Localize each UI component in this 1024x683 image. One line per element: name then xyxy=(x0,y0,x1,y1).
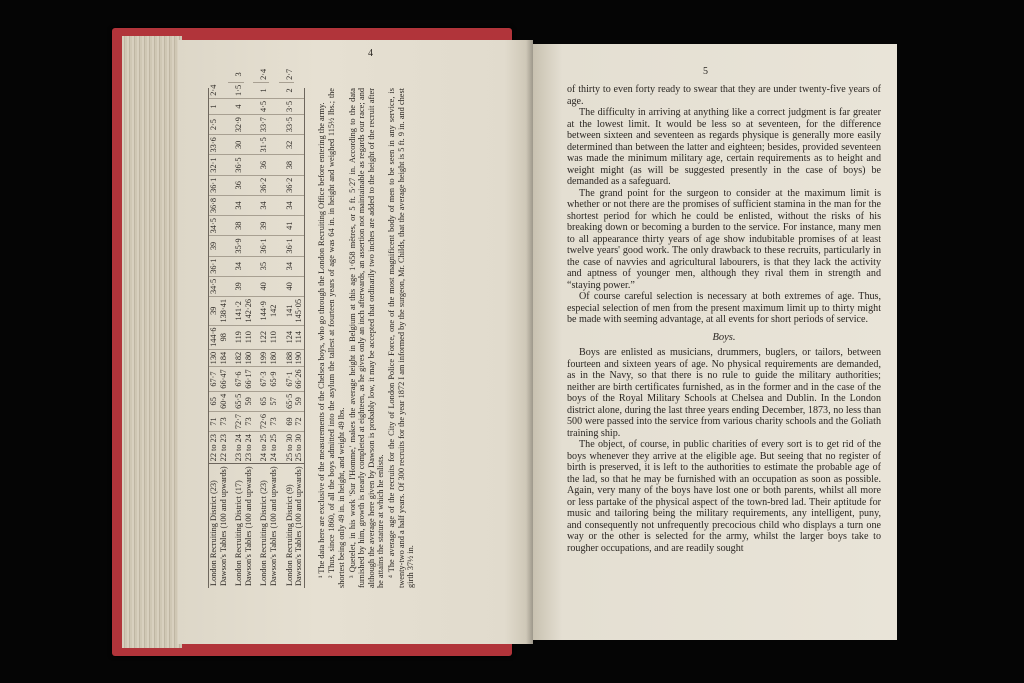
right-page xyxy=(533,44,897,640)
table-cell xyxy=(269,276,279,296)
table-cell xyxy=(294,195,304,215)
table-cell xyxy=(244,175,254,195)
table-cell: 40 xyxy=(279,276,295,296)
table-cell xyxy=(219,155,229,175)
table-cell xyxy=(219,175,229,195)
rotated-table-block xyxy=(208,68,468,588)
page-edges xyxy=(122,36,182,648)
table-cell: 141·2 xyxy=(228,297,244,326)
table-cell xyxy=(269,135,279,155)
table-cell: 67·1 xyxy=(279,367,295,391)
table-cell: 36·1 xyxy=(209,175,219,195)
table-cell: 39 xyxy=(209,297,219,326)
paragraph: The grand point for the surgeon to consider at the maximum limit is whether or not there are the promises of sufficient stamina in the man for the shortest period for which he could be enlisted, without the risks of his breaking down or becoming a burden to the service. For instance, many men to all appearance thirty years of age show indubitable promises of at least twelve years' good work. The only drawback to these recruits, particularly in the case of navvies and agricultural labourers, is that they lack the activity and aptness of younger men, although they rival them in strength and “staying power.” xyxy=(567,187,881,291)
table-cell xyxy=(294,135,304,155)
table-cell xyxy=(219,216,229,236)
table-cell xyxy=(294,276,304,296)
table-cell: 36·2 xyxy=(279,175,295,195)
footnote: ³ Quetelet, in his work 'Sur l'Homme,' makes the average height in Belgium at this age 1·658 mètres, or 5 ft. 5·27 in. According to the data furnished by him, growth is nearly completed at eighteen, as he gives only an inch afterwards, an assertion not maintainable as regards our race; and although the average here given by Dawson is probably low, it may be accepted that ordinarily two inches are added to the height of the recruit after he attains the stature at which he enlists. xyxy=(347,88,386,588)
table-cell xyxy=(294,115,304,135)
table-cell xyxy=(219,98,229,114)
table-cell: 2·4 xyxy=(253,67,269,83)
table-cell: 25 to 30 xyxy=(279,432,295,464)
table-cell: 3·5 xyxy=(279,98,295,114)
table-cell: 4·5 xyxy=(253,98,269,114)
table-cell: 182 xyxy=(228,349,244,366)
table-cell: 23 to 24 xyxy=(244,432,254,464)
table-cell: 22 to 23 xyxy=(209,432,219,464)
table-cell: 36 xyxy=(253,155,269,175)
table-cell: 36·1 xyxy=(253,236,269,256)
table-cell xyxy=(294,216,304,236)
table-cell xyxy=(244,195,254,215)
table-cell: 34 xyxy=(228,195,244,215)
table-cell: 65·9 xyxy=(269,367,279,391)
table-cell: 1 xyxy=(253,82,269,98)
measurement-table xyxy=(209,67,304,588)
table-row xyxy=(279,67,295,588)
table-row-label: Dawson's Tables (100 and upwards) xyxy=(244,464,254,588)
table-cell: 65 xyxy=(209,391,219,411)
left-page xyxy=(178,40,533,644)
table-cell: 59 xyxy=(294,391,304,411)
table-cell xyxy=(269,175,279,195)
table-cell: 65·5 xyxy=(279,391,295,411)
table-cell: 114 xyxy=(294,325,304,349)
table-cell: 39 xyxy=(228,276,244,296)
table-cell xyxy=(269,98,279,114)
page-number-right: 5 xyxy=(703,66,708,77)
table-cell xyxy=(244,135,254,155)
table-cell: 34 xyxy=(279,256,295,276)
table-cell xyxy=(294,256,304,276)
table-cell: 36 xyxy=(228,175,244,195)
table-cell: 30 xyxy=(228,135,244,155)
table-cell: 110 xyxy=(269,325,279,349)
table-cell xyxy=(219,195,229,215)
table-cell xyxy=(269,155,279,175)
table-cell: 2·5 xyxy=(209,115,219,135)
table-cell: 36·1 xyxy=(209,256,219,276)
table-cell: 2·7 xyxy=(279,67,295,83)
table-cell: 69 xyxy=(279,411,295,431)
footnote: ² Thus, since 1860, of all the boys admitted into the asylum the tallest at fourteen years of age was 64 in. in height and weighed 115½ lbs.; the shortest being only 49 in. in height, and weight 49 lbs. xyxy=(327,88,346,588)
table-cell: 188 xyxy=(279,349,295,366)
table-cell: 119 xyxy=(228,325,244,349)
table-cell: 3 xyxy=(228,67,244,83)
table-cell: 190 xyxy=(294,349,304,366)
table-cell xyxy=(244,115,254,135)
table-cell: 1·5 xyxy=(228,82,244,98)
table-cell xyxy=(269,195,279,215)
body-text xyxy=(567,84,881,554)
table-row xyxy=(244,67,254,588)
table-cell: 35·9 xyxy=(228,236,244,256)
table-cell: 23 to 24 xyxy=(228,432,244,464)
table-row-label: London Recruiting District (17) xyxy=(228,464,244,588)
table-cell: 24 to 25 xyxy=(269,432,279,464)
table-cell: 130 xyxy=(209,349,219,366)
table-cell xyxy=(219,82,229,98)
table-cell xyxy=(219,135,229,155)
table-cell: 31·5 xyxy=(253,135,269,155)
table-row-label: Dawson's Tables (100 and upwards) xyxy=(219,464,229,588)
table-cell: 34·5 xyxy=(209,216,219,236)
table-cell: 180 xyxy=(244,349,254,366)
paragraph: Of course careful selection is necessary at both extremes of age. Thus, especial selection of men from the present maximum limit up to thirty might be made with seeming advantage, at all events for short periods of service. xyxy=(567,291,881,325)
table-row-label: Dawson's Tables (100 and upwards) xyxy=(294,464,304,588)
table-cell xyxy=(294,236,304,256)
table-row xyxy=(269,67,279,588)
table-cell xyxy=(244,256,254,276)
table-cell: 67·6 xyxy=(228,367,244,391)
table-cell: 60·4 xyxy=(219,391,229,411)
page-number-left: 4 xyxy=(368,48,373,59)
table-row xyxy=(294,67,304,588)
table-cell: 184 xyxy=(219,349,229,366)
table-cell: 142·26 xyxy=(244,297,254,326)
table-cell: 122 xyxy=(253,325,269,349)
table-row-label: London Recruiting District (23) xyxy=(209,464,219,588)
table-cell: 25 to 30 xyxy=(294,432,304,464)
table-cell: 2·4 xyxy=(209,82,219,98)
table-cell: 73 xyxy=(269,411,279,431)
table-cell: 73 xyxy=(219,411,229,431)
table-cell: 4 xyxy=(228,98,244,114)
table-cell: 34 xyxy=(253,195,269,215)
table-cell: 144·6 xyxy=(209,325,219,349)
table-cell xyxy=(219,276,229,296)
table-row xyxy=(253,67,269,588)
table-cell: 39 xyxy=(209,236,219,256)
table-cell: 36·2 xyxy=(253,175,269,195)
table-cell: 2 xyxy=(279,82,295,98)
section-heading: Boys. xyxy=(712,331,736,343)
table-row xyxy=(209,67,219,588)
table-cell xyxy=(244,276,254,296)
table-cell: 38 xyxy=(228,216,244,236)
table-cell: 138·41 xyxy=(219,297,229,326)
table-cell: 57 xyxy=(269,391,279,411)
table-cell: 40 xyxy=(253,276,269,296)
table-cell: 32·9 xyxy=(228,115,244,135)
table-cell: 180 xyxy=(269,349,279,366)
table-cell xyxy=(244,82,254,98)
table-cell: 36·1 xyxy=(279,236,295,256)
table-cell xyxy=(219,115,229,135)
table-cell: 145·05 xyxy=(294,297,304,326)
table-cell: 72 xyxy=(294,411,304,431)
table-cell xyxy=(244,98,254,114)
footnote: ⁴ The average age of the recruits for the City of London Police Force, one of the most magnificent body of men to be seen in any service, is twenty-two and a half years. Of 300 recruits for the year 1872 I am informed by the surgeon, Mr. Childs, that the average height is 5 ft. 9 in. and chest girth 37½ in. xyxy=(386,88,416,588)
table-cell: 1 xyxy=(209,98,219,114)
table-cell: 33·7 xyxy=(253,115,269,135)
table-cell: 59 xyxy=(244,391,254,411)
table-cell xyxy=(294,175,304,195)
table-cell: 41 xyxy=(279,216,295,236)
table-row-label: Dawson's Tables (100 and upwards) xyxy=(269,464,279,588)
table-row-label: London Recruiting District (23) xyxy=(253,464,269,588)
table-cell: 142 xyxy=(269,297,279,326)
table-cell: 34 xyxy=(279,195,295,215)
table-row xyxy=(228,67,244,588)
table-cell xyxy=(244,236,254,256)
table-cell: 65·5 xyxy=(228,391,244,411)
table-cell xyxy=(269,115,279,135)
table-cell: 124 xyxy=(279,325,295,349)
table-cell: 66·17 xyxy=(244,367,254,391)
measurement-table-wrapper xyxy=(208,68,305,588)
table-cell xyxy=(269,256,279,276)
table-cell: 67·7 xyxy=(209,367,219,391)
table-cell: 24 to 25 xyxy=(253,432,269,464)
table-cell: 71 xyxy=(209,411,219,431)
table-cell xyxy=(294,155,304,175)
table-cell: 34·5 xyxy=(209,276,219,296)
table-cell: 66·47 xyxy=(219,367,229,391)
table-cell: 39 xyxy=(253,216,269,236)
table-cell: 33·5 xyxy=(279,115,295,135)
table-cell: 141 xyxy=(279,297,295,326)
table-cell: 32 xyxy=(279,135,295,155)
table-cell: 67·3 xyxy=(253,367,269,391)
table-row-label: London Recruiting District (9) xyxy=(279,464,295,588)
table-cell: 110 xyxy=(244,325,254,349)
table-cell: 65 xyxy=(253,391,269,411)
footnotes xyxy=(317,88,416,588)
table-cell: 32·1 xyxy=(209,155,219,175)
table-cell xyxy=(294,82,304,98)
table-cell: 98 xyxy=(219,325,229,349)
footnote: ¹ The data here are exclusive of the measurements of the Chelsea boys, who go through the London Recruiting Office before entering the army. xyxy=(316,102,326,578)
paragraph: The object, of course, in public charities of every sort is to get rid of the boys whenever they arrive at the eligible age. But seeing that no register of birth is preserved, it is left to the authorities to estimate the probable age of the lad, so that he may be furnished with an occupation as soon as possible. Again, very many of the boys have lost one or both parents, whilst all more or less partake of the physical aspect of the town-bred lad. Their aptitude for music and tailoring being the military requirements, any intelligent, puny, and consequently not unfrequently precocious child who displays a turn one way or the other is selected for the army, whilst the larger boys take to rougher occupations, and are readily sought xyxy=(567,439,881,554)
table-cell xyxy=(244,155,254,175)
paragraph: Boys are enlisted as musicians, drummers, buglers, or tailors, between fourteen and sixteen years of age. No physical requirements are demanded, as in the Navy, so that there is no rule to guide the military authorities; neither are birth certificates furnished, as in the former and in the case of the boys of the Royal Military Schools at Chelsea and Dublin. In the London district alone, during the last three years ending December, 1873, no less than 500 were passed into the service from various charity schools and the Goliath training ship. xyxy=(567,347,881,439)
table-row xyxy=(219,67,229,588)
table-cell: 34 xyxy=(228,256,244,276)
table-cell xyxy=(294,98,304,114)
table-cell: 144·9 xyxy=(253,297,269,326)
table-cell: 36·8 xyxy=(209,195,219,215)
table-cell xyxy=(219,256,229,276)
table-cell: 22 to 23 xyxy=(219,432,229,464)
table-cell xyxy=(269,216,279,236)
paragraph: of thirty to even forty ready to swear that they are under twenty-five years of age. xyxy=(567,84,881,107)
table-cell xyxy=(244,216,254,236)
table-cell: 199 xyxy=(253,349,269,366)
table-cell: 33·6 xyxy=(209,135,219,155)
table-cell: 72·6 xyxy=(253,411,269,431)
paragraph: The difficulty in arriving at anything like a correct judgment is far greater at the lowest limit. It would be less so at seventeen, for the difference between sixteen and seventeen as regards physique is generally more easily determined than between the latter and eighteen; besides, provided seventeen was made the minimum military age, certain requirements as to height and weight might (as will be suggested presently in the case of boys) be demanded as a safeguard. xyxy=(567,107,881,187)
table-cell: 38 xyxy=(279,155,295,175)
table-cell: 73 xyxy=(244,411,254,431)
table-cell xyxy=(219,236,229,256)
table-cell: 35 xyxy=(253,256,269,276)
table-cell: 36·5 xyxy=(228,155,244,175)
table-cell xyxy=(269,236,279,256)
table-cell xyxy=(269,82,279,98)
table-cell: 66·26 xyxy=(294,367,304,391)
table-cell: 72·7 xyxy=(228,411,244,431)
